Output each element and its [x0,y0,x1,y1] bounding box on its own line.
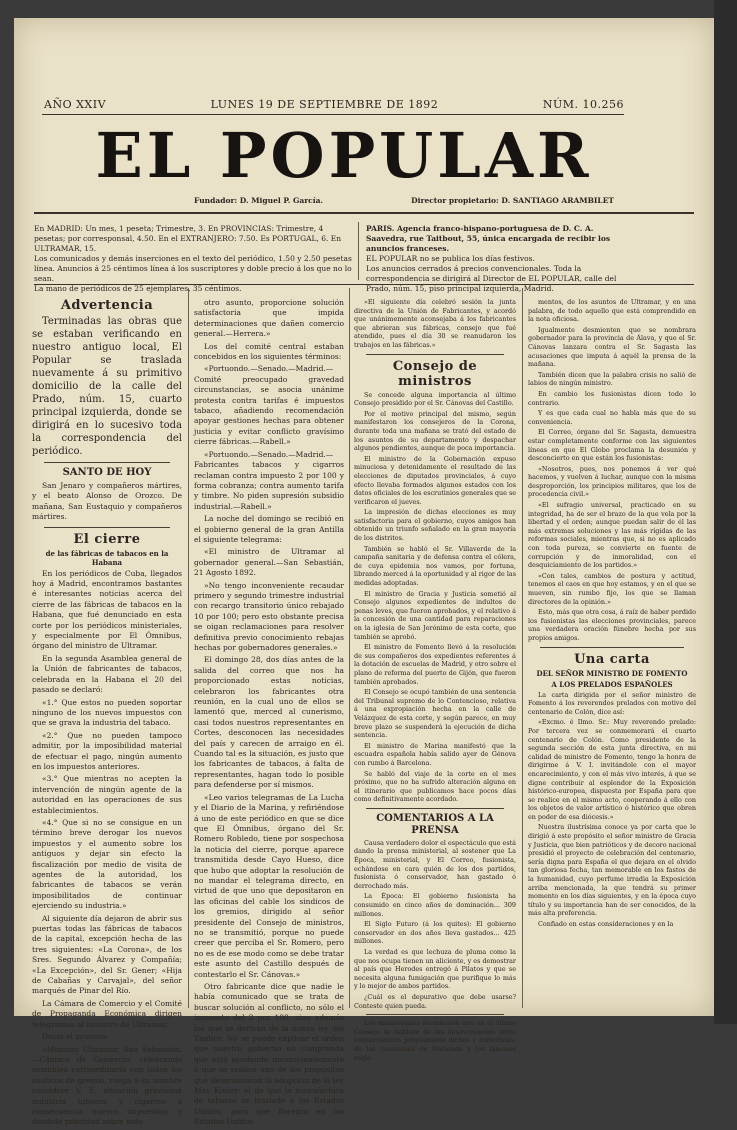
saints-text: San Jenaro y compañeros mártires, y el beato Alonso de Orozco. De mañana, San Eustaquio y compañeros mártires. [32,481,182,522]
paragraph: ¿Cuál es el depurativo que debe usarse? Conteste quien pueda. [354,992,516,1010]
paragraph: «Excmo. é Ilmo. Sr.: Muy reverendo prelado: Por tercera vez se conmemorará el cuarto centenario de Colón. Como presidente de la segunda sección de esta junta directiva, en mi calidad de ministro de Fomento, tengo la honra de dirigirme á V. I. invitándole con el mayor encarecimiento, y con el más vivo interés, á que se digne contribuir al esplendor de la Exposición histórico-europea, dispuesta por España para que se realice en el mismo acto, cooperando á ello con los objetos de valor artístico ó histórico que obren en poder de esa diócesis.» [528,718,696,821]
paragraph: La Cámara de Comercio y el Comité de Propaganda Económica dirigen telegramas al ministro de Ultramar. [32,998,182,1029]
divider [44,462,170,463]
paragraph: El Correo, órgano del Sr. Sagasta, demuestra estar completamente conforme con las siguientes líneas en que El Globo proclama la desunión y desconcierto en que están los fusionistas: [528,428,696,463]
page-edge [714,0,737,1024]
paragraph: El ministro de Marina manifestó que la escuadra española había salido ayer de Génova con rumbo á Barcelona. [354,741,516,767]
year-label: AÑO XXIV [44,98,107,111]
paragraph: «4.° Que si no se consigue en un término breve derogar los nuevos impuestos y el aumento sobre los antiguos y dejar sin efecto la fiscalización por medio de visita de agentes de la autoridad, los fabricantes de tabacos se verán imposibilitados de continuar ejerciendo su industria.» [32,817,182,911]
paragraph: La verdad es que lechuza de pluma como la que nos ocupa tienen un aliciente, y es demostrar al país que Herodes entregó á Pilatos y que se necesita alguna fumigación que purifique lo más y lo mejor de ambos partidos. [354,948,516,991]
paragraph: «Con tales, cambios de postura y actitud, tenemos el caos en que hoy estamos, y en el que se mueven, sin rumbo fijo, los que se llaman directores de la opinión.» [528,571,696,606]
header-topline [44,98,624,111]
paragraph: Decía el primero: [42,1032,109,1042]
paragraph: Los del comité central estaban concebidos en los siguientes términos: [194,341,344,362]
paragraph: mentos, de los asuntos de Ultramar, y en una palabra, de todo aquello que está comprendido en la nota oficiosa. [528,298,696,324]
paragraph: En la segunda Asamblea general de la Unión de fabricantes de tabacos, celebrada en la Habana el 20 del pasado se declaró: [32,653,182,695]
divider [366,354,504,355]
saints-heading: SANTO DE HOY [62,467,152,478]
paragraph: Esto, más que otra cosa, á raíz de haber perdido los fusionistas las elecciones provinciales, parece una verdadera oración fúnebre hecha por sus propios amigos. [528,608,696,642]
paragraph: «1.° Que estos no pueden soportar ninguno de los nuevos impuestos con que se grava la industria del tabaco. [32,697,182,728]
article-subheading: de las fábricas de tabacos en la Habana [45,548,169,567]
paragraph: «Nosotros, pues, nos ponemos á ver qué hacemos, y vuelven á luchar, aunque con la misma desproporción, los principios militares, que los de procedencia civil.» [528,464,696,499]
paragraph: Por el motivo principal del mismo, según manifestaron los consejeros de la Corona, durante toda una mañana se trató del estado de los asuntos de su departamento y despachar algunos pendientes, aunque de poca importancia. [354,409,516,453]
paragraph: En cambio los fusionistas dicen todo lo contrario. [528,389,696,407]
paragraph: «Portuondo.—Senado.—Madrid.—Fabricantes tabacos y cigarros reclaman contra impuesto 2 por 100 y forma cobranza; contra aumento tarifa y timbre. No piden supresión subsidio industrial.—Rabell.» [194,449,344,511]
paragraph: Causa verdadero dolor el espectáculo que está dando la prensa ministerial, al sostener que La Época, ministerial, y El Correo, fusionista, echándose en cara quién de los dos partidos, fusionista ó conservador, han gastado ó derrochado más. [354,838,516,890]
paragraph: Al siguiente día dejaron de abrir sus puertas todas las fábricas de tabacos de la capital, excepción hecha de las tres siguientes: «La Corona», de los Sres. Segundo Álvarez y Compañía; «La Excepción», del Sr. Gener; «Hija de Cabañas y Carvajal», del señor marqués de Pinar del Río. [32,913,182,996]
notice-text: Terminadas las obras que se estaban verificando en nuestro antiguo local, El Popular se traslada nuevamente á su primitivo domicilio de la calle del Prado, núm. 15, cuarto principal izquierda, donde se dirigirá en lo sucesivo toda la correspondencia del periódico. [32,316,182,457]
paragraph: Y es que cada cual no habla más que de su conveniencia. [528,409,696,426]
paragraph: «2.° Que no pueden tampoco admitir, por la imposibilidad material de efectuar el pago, ningún aumento en los impuestos anteriores. [32,730,182,771]
paragraph: «El ministro de Ultramar al gobernador general.—San Sebastián, 21 Agosto 1892. [194,547,344,578]
header-divider [358,222,359,280]
paragraph: El ministro de Fomento llevó á la resolución de sus compañeros dos expedientes referentes á la dotación de escuelas de Madrid, y otro sobre el plano de reforma del puerto de Gijón, que fueron también aprobados. [354,643,516,686]
paragraph: El Siglo Futuro (á los quites): El gobierno conservador en dos años lleva gastados... 425 millones. [354,920,516,946]
paragraph: Igualmente desmienten que se nombrara gobernador para la provincia de Álava, y que el Sr. Cánovas lanzara contra el Sr. Sagasta las acusaciones que imputa á aquél la prensa de la mañana. [528,325,696,369]
bundle-price: La mano de periódicos de 25 ejemplares, 35 céntimos. [34,284,242,293]
top-rule [42,114,624,115]
paragraph: En los periódicos de Cuba, llegados hoy á Madrid, encontramos bastantes é interesantes noticias acerca del cierre de las fábricas de tabacos en la Habana, que fué denunciado en esta corte por los periódicos ministeriales, y especialmente por El Ómnibus, órgano del ministro de Ultramar. [32,568,182,651]
paragraph: otro asunto, proporcione solución satisfactoria que impida determinaciones que dañen comercio general.—Herrera.» [194,298,344,339]
divider [366,808,504,809]
column-rule-2 [349,288,350,1008]
paragraph: La carta dirigida por el señor ministro de Fomento á los reverendos prelados con motivo del centenario de Colón, dice así: [528,690,696,716]
notice-heading: Advertencia [60,298,154,313]
paragraph: «Portuondo.—Senado.—Madrid.—Comité preocupado gravedad circunstancias, se asocia unánime protesta contra tarifas é impuestos tabaco, añadiendo recomendación apoyar gestiones hechas para obtener justicia y evitar conflicto gravísimo cierre fábricas.—Rabell.» [194,364,344,447]
divider [540,647,684,648]
subscription-prices: En MADRID: Un mes, 1 peseta; Trimestre, 3. En PROVINCIAS: Trimestre, 4 pesetas; por corresponsal, 4.50. En el EXTRANJERO: 7.50. Es PORTUGAL, 6. En ULTRAMAR, 15. [34,224,342,253]
correspondence-notice: Los anuncios cerrados á precios convencionales. Toda la correspondencia se dirigirá al Director de EL POPULAR, calle del Prado, núm. 15, piso principal izquierda, Madrid. [366,264,617,293]
letter-subheading: DEL SEÑOR MINISTRO DE FOMENTO [536,668,688,678]
paragraph: El ministro de Gracia y Justicia sometió al Consejo algunos expedientes de indultos de penas leves, que fueron aprobados, y el relativo á la concesión de una cantidad para reparaciones en la iglesia de San Jerónimo de esta corte, que también se aprobó. [354,589,516,641]
founder-label: Fundador: D. Miguel P. García. [194,196,324,205]
section-rule [34,284,694,285]
paragraph: La noche del domingo se recibió en el gobierno general de la gran Antilla el siguiente telegrama: [194,514,344,544]
paragraph: Confiado en estas consideraciones y en la [538,920,674,928]
credits-line [194,196,614,205]
paragraph: Otro fabricante dice que nadie le había comunicado que se trata de buscar solución al conflicto, no sólo el impuesto del 2 por 100, sino además los que se derivan de la nueva ley del Timbre. No se puede explicar el orden que nuestro gobierno no comprenda que está ayudando inconscientemente á que se realice uno de los propósitos que determinaron la adopción de la ley Mac Kinley: el de que la manufactura de tabacos se traslade á los Estados Unidos, para que florezca en los Estados Unidos. [194,982,344,1127]
divider [44,527,170,528]
paragraph: El ministro de la Gobernación expuso minuciosa y detenidamente el resultado de las elecciones de diputados provinciales, á cuyo efecto llevaba formados algunos estados con los datos oficiales de los escrutinios generales que se verificaron el jueves. [354,454,517,506]
column-1 [32,298,182,1130]
paragraph: El Consejo se ocupó también de una sentencia del Tribunal supremo de lo Contencioso, relativa á una expropiación hecha en la calle de Velázquez de esta corte, y según parece, en muy breve plazo se suspenderá la ejecución de dicha sentencia. [354,688,516,740]
paris-agency: PARIS. Agencia franco-hispano-portuguesa de D. C. A. Saavedra, rue Taitbout, 55, única encargada de recibir los anuncios franceses. [366,224,611,253]
paragraph: También dicen que la palabra crisis no salió de labios de ningún ministro. [528,370,696,388]
paragraph: «El siguiente día celebró sesión la junta directiva de la Unión de Fabricantes, y acordó que unánimemente aconsejaba á los fabricantes que abrieran sus fábricas, consejo que fué atendido, pues el día 30 se reanudaron los trabajos en las fábricas.» [354,298,516,349]
paragraph: También se habló el Sr. Villaverde de la campaña sanitaria y de defensa contra el cólera, de cuya epidemia nos vamos, por fortuna, librando merced á la oportunidad y al rigor de las medidas adoptadas. [354,544,516,588]
council-heading: Consejo de ministros [392,358,478,389]
column-2 [194,298,344,1130]
paragraph: El domingo 28, dos días antes de la salida del correo que nos ha proporcionado estas noticias, celebraron los fabricantes otra reunión, en la cual uno de ellos se lamentó que, merced al cunerismo, casi todos nuestros representantes en Cortes, desconocen las necesidades del país y carecen de arraigo en él. Cuando tal es la situación, es justo que los fabricantes de tabacos, á falta de representantes, hagan todo lo posible para defenderse por sí mismos. [194,655,344,790]
letter-heading: Una carta [574,651,650,667]
holiday-notice: EL POPULAR no se publica los días festivos. [366,254,535,263]
article-heading: El cierre [73,531,141,547]
paragraph: «3.° Que mientras no acepten la intervención de ningún agente de la autoridad en las operaciones de sus establecimientos. [32,774,182,815]
masthead-title: EL POPULAR [95,119,593,192]
column-4 [528,298,696,931]
paragraph: »No tengo inconveniente recaudar primero y segundo trimestre industrial con recargo transitorio único rebajado 10 por 100; pero esto obstante precisa se oigan reclamaciones para resolver definitiva previo conocimiento rebajas hechas por gobernadores generales.» [194,580,344,652]
divider [366,1014,504,1015]
paragraph: «Ministro Ultramar, San Sebastián.—Cámara de Comercio, celebrando asamblea extraordinaria con todos los sindicos de gremio, ruega á su nombre considere V. E. situación gravísima industria tabacos y cigarros á consecuencia nuevos impuestos; y dándole prioridad sobre todo [32,1044,182,1127]
paragraph: Los ministeriales desmienten que en el último Consejo se hablara de las desavenencias entre conservadores propiamente dichos y romeristas, de las cuestiones de Hacienda y los famosos regla- [354,1019,516,1062]
date-label: LUNES 19 DE SEPTIEMBRE DE 1892 [210,98,439,111]
paragraph: La impresión de dichas elecciones es muy satisfactoria para el gobierno, cuyos amigos han obtenido un triunfo señalado en la gran mayoría de los distritos. [354,508,516,543]
newspaper-page [14,18,714,1127]
paragraph: «Leo varios telegramas de La Lucha y el Diario de la Marina, y refiriéndose á uno de este periódico en que se dice que El Ómnibus, órgano del Sr. Romero Robledo, tiene por sospechosa la noticia del cierre, porque aparece transmitida desde Cayo Hueso, dice que hubo que adoptar la resolución de no mandar el telegrama directo, en virtud de que uno que depositaron en las oficinas del cable los sindicos de los gremios, dirigido al señor presidente del Consejo de ministros, no se transmitió, porque no puede creer que perciba el Sr. Romero, pero no es de ese modo como se debe tratar este asunto del Castillo después de contestarlo el Sr. Cánovas.» [194,792,344,979]
paragraph: La Época: El gobierno fusionista ha consumido en cinco años de dominación... 309 millones. [354,892,516,918]
director-label: Director propietario: D. SANTIAGO ARAMBILET [411,196,614,205]
paragraph: Se habló del viaje de la corte en el mes próximo, que no ha sufrido alteración alguna en el itinerario que publicamos hace pocos días como definitivamente acordado. [354,769,516,804]
masthead-rule [34,212,694,214]
advertising-rates: Los comunicados y demás inserciones en el texto del periódico, 1.50 y 2.50 pesetas línea. Anuncios á 25 céntimos línea á los suscriptores y doble precio á los que no lo sean. [34,254,352,283]
paragraph: «El sufragio universal, practicado en su integridad, ha de ser el brazo de la que vela por la libertad y el orden; aunque puedan salir de él las más extremas soluciones y las más rígidas de las reformas sociales, mientras que, si no es aplicado con toda pureza, se convierte en fuente de corrupción y de inmoralidad, con el desquiciamiento de los partidos.» [528,501,696,570]
issue-number: NÚM. 10.256 [542,98,624,111]
column-rule-1 [188,288,189,1008]
paragraph: Nuestra ilustrísima conoce ya por carta que le dirigió á este propósito el señor ministro de Gracia y Justicia, que bien patrióticos y de decoro nacional presidió el proyecto de celebración del centenario, sería digna para España el que dejara en el olvido tan gloriosa fecha, tan memorable en los fastos de la humanidad, cuyo perfume irradia la Exposición arriba mencionada, la que tendrá su primer momento en los días siguientes, y en la época cuyo título y su importancia han de ser conocidos, de la más alta preferencia. [528,823,696,918]
letter-subheading: A LOS PRELADOS ESPAÑOLES [551,679,673,689]
column-3 [354,298,516,1064]
column-rule-3 [522,288,523,1008]
paragraph: Se concede alguna importancia al último Consejo presidido por el Sr. Cánovas del Castillo. [354,390,516,408]
press-heading: COMENTARIOS A LA PRENSA [376,812,494,836]
